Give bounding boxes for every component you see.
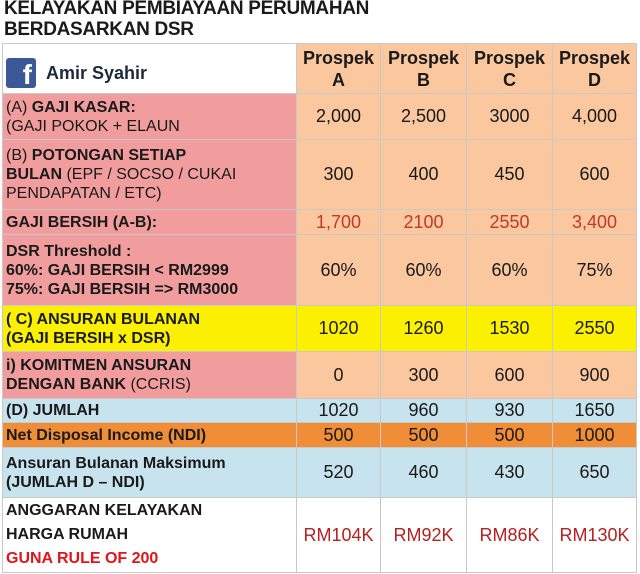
value-cell: 500 xyxy=(297,423,381,448)
author-badge xyxy=(6,58,147,88)
value-cell: RM86K xyxy=(467,498,553,573)
header-prospek-b: Prospek B xyxy=(381,44,467,94)
value-cell: 1020 xyxy=(297,306,381,352)
label-dsr-threshold: DSR Threshold : 60%: GAJI BERSIH < RM2999 75%: GAJI BERSIH => RM3000 xyxy=(3,235,297,306)
facebook-icon: f xyxy=(6,58,36,88)
value-cell: 2100 xyxy=(381,210,467,235)
value-cell: 2550 xyxy=(467,210,553,235)
value-cell: 75% xyxy=(553,235,637,306)
value-cell: 430 xyxy=(467,448,553,498)
title-line-2: BERDASARKAN DSR xyxy=(4,19,194,40)
value-cell: 2550 xyxy=(553,306,637,352)
label-gaji-kasar: (A) GAJI KASAR: (GAJI POKOK + ELAUN xyxy=(3,94,297,140)
value-cell: 60% xyxy=(297,235,381,306)
value-cell: 1,700 xyxy=(297,210,381,235)
row-anggaran xyxy=(3,498,637,573)
row-ansuran-maksimum xyxy=(3,448,637,498)
row-gaji-bersih xyxy=(3,210,637,235)
label-gaji-bersih: GAJI BERSIH (A-B): xyxy=(3,210,297,235)
title-line-1: KELAYAKAN PEMBIAYAAN PERUMAHAN xyxy=(4,0,370,19)
value-cell: 500 xyxy=(467,423,553,448)
label-ansuran-bulanan: ( C) ANSURAN BULANAN (GAJI BERSIH x DSR) xyxy=(3,306,297,352)
value-cell: 3000 xyxy=(467,94,553,140)
row-dsr-threshold xyxy=(3,235,637,306)
label-komitmen: i) KOMITMEN ANSURAN DENGAN BANK (CCRIS) xyxy=(3,352,297,399)
label-anggaran: ANGGARAN KELAYAKAN HARGA RUMAH GUNA RULE OF 200 xyxy=(3,498,297,573)
value-cell: 300 xyxy=(381,352,467,399)
row-ndi xyxy=(3,423,637,448)
label-jumlah: (D) JUMLAH xyxy=(3,399,297,423)
value-cell: RM92K xyxy=(381,498,467,573)
value-cell: 2,500 xyxy=(381,94,467,140)
value-cell: 650 xyxy=(553,448,637,498)
value-cell: 900 xyxy=(553,352,637,399)
value-cell: 2,000 xyxy=(297,94,381,140)
value-cell: 1020 xyxy=(297,399,381,423)
label-ndi: Net Disposal Income (NDI) xyxy=(3,423,297,448)
value-cell: 600 xyxy=(553,140,637,210)
value-cell: 520 xyxy=(297,448,381,498)
value-cell: 930 xyxy=(467,399,553,423)
header-prospek-d: Prospek D xyxy=(553,44,637,94)
row-ansuran-bulanan xyxy=(3,306,637,352)
value-cell: 400 xyxy=(381,140,467,210)
row-gaji-kasar xyxy=(3,94,637,140)
label-potongan: (B) POTONGAN SETIAP BULAN (EPF / SOCSO / CUKAI PENDAPATAN / ETC) xyxy=(3,140,297,210)
value-cell: 3,400 xyxy=(553,210,637,235)
value-cell: 1650 xyxy=(553,399,637,423)
header-prospek-c: Prospek C xyxy=(467,44,553,94)
value-cell: 4,000 xyxy=(553,94,637,140)
row-potongan xyxy=(3,140,637,210)
value-cell: 300 xyxy=(297,140,381,210)
value-cell: 1000 xyxy=(553,423,637,448)
value-cell: 500 xyxy=(381,423,467,448)
value-cell: 450 xyxy=(467,140,553,210)
value-cell: RM130K xyxy=(553,498,637,573)
row-jumlah xyxy=(3,399,637,423)
row-komitmen xyxy=(3,352,637,399)
value-cell: 1530 xyxy=(467,306,553,352)
author-name: Amir Syahir xyxy=(46,62,148,83)
page-title xyxy=(4,0,424,40)
value-cell: 1260 xyxy=(381,306,467,352)
label-ansuran-maksimum: Ansuran Bulanan Maksimum (JUMLAH D – NDI) xyxy=(3,448,297,498)
value-cell: 460 xyxy=(381,448,467,498)
header-prospek-a: Prospek A xyxy=(297,44,381,94)
value-cell: 600 xyxy=(467,352,553,399)
value-cell: 60% xyxy=(381,235,467,306)
value-cell: RM104K xyxy=(297,498,381,573)
value-cell: 0 xyxy=(297,352,381,399)
dsr-table xyxy=(2,43,637,573)
value-cell: 960 xyxy=(381,399,467,423)
value-cell: 60% xyxy=(467,235,553,306)
